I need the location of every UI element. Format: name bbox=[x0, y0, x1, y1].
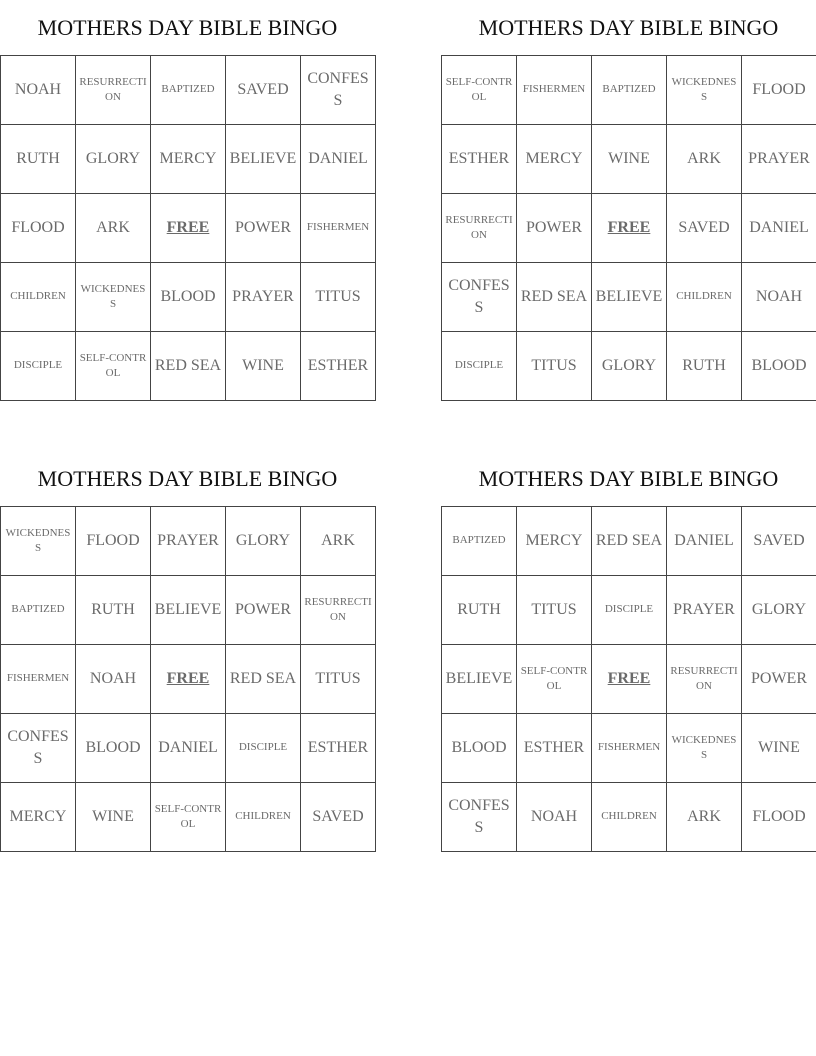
bingo-cell: WINE bbox=[76, 783, 151, 852]
bingo-cell: WICKEDNESS bbox=[76, 263, 151, 332]
bingo-cell: DANIEL bbox=[301, 125, 376, 194]
bingo-cell: DISCIPLE bbox=[442, 332, 517, 401]
bingo-cell: BELIEVE bbox=[442, 645, 517, 714]
bingo-cell: BLOOD bbox=[742, 332, 816, 401]
bingo-cell: CHILDREN bbox=[1, 263, 76, 332]
bingo-cell: TITUS bbox=[517, 332, 592, 401]
bingo-row bbox=[1, 56, 376, 125]
bingo-row bbox=[1, 645, 376, 714]
bingo-cell: ESTHER bbox=[517, 714, 592, 783]
bingo-row bbox=[1, 507, 376, 576]
bingo-cell: ARK bbox=[667, 125, 742, 194]
bingo-cell: TITUS bbox=[301, 645, 376, 714]
bingo-cell: ESTHER bbox=[301, 332, 376, 401]
bingo-cell: RUTH bbox=[1, 125, 76, 194]
bingo-cell: MERCY bbox=[151, 125, 226, 194]
card-title: MOTHERS DAY BIBLE BINGO bbox=[478, 15, 779, 40]
bingo-cell: NOAH bbox=[76, 645, 151, 714]
bingo-cell: FISHERMEN bbox=[517, 56, 592, 125]
bingo-cell: BLOOD bbox=[151, 263, 226, 332]
bingo-cell: POWER bbox=[517, 194, 592, 263]
bingo-cell: ARK bbox=[667, 783, 742, 852]
bingo-cell: WINE bbox=[592, 125, 667, 194]
bingo-cell: DANIEL bbox=[151, 714, 226, 783]
bingo-row bbox=[1, 714, 376, 783]
bingo-cell: SAVED bbox=[742, 507, 816, 576]
bingo-cell: PRAYER bbox=[667, 576, 742, 645]
bingo-cell: POWER bbox=[226, 194, 301, 263]
bingo-cell: FISHERMEN bbox=[1, 645, 76, 714]
bingo-row bbox=[1, 783, 376, 852]
bingo-row bbox=[442, 125, 816, 194]
bingo-cell: FISHERMEN bbox=[592, 714, 667, 783]
bingo-cell: GLORY bbox=[76, 125, 151, 194]
bingo-cell: CONFESS bbox=[1, 714, 76, 783]
bingo-grid bbox=[0, 55, 376, 401]
bingo-card-1 bbox=[0, 0, 375, 401]
bingo-row bbox=[1, 125, 376, 194]
bingo-cell: CHILDREN bbox=[226, 783, 301, 852]
bingo-cell: PRAYER bbox=[226, 263, 301, 332]
bingo-cell: DISCIPLE bbox=[592, 576, 667, 645]
bingo-cell: ESTHER bbox=[442, 125, 517, 194]
bingo-cell: ARK bbox=[301, 507, 376, 576]
bingo-cell: WICKEDNESS bbox=[1, 507, 76, 576]
bingo-cell: CHILDREN bbox=[592, 783, 667, 852]
bingo-cell: POWER bbox=[742, 645, 816, 714]
bingo-row bbox=[442, 332, 816, 401]
bingo-cell: BELIEVE bbox=[226, 125, 301, 194]
bingo-cell: SELF-CONTROL bbox=[517, 645, 592, 714]
bingo-cell: BAPTIZED bbox=[1, 576, 76, 645]
bingo-cell: RED SEA bbox=[517, 263, 592, 332]
bingo-cell: WINE bbox=[742, 714, 816, 783]
bingo-cell: RESURRECTION bbox=[301, 576, 376, 645]
bingo-cell: BELIEVE bbox=[592, 263, 667, 332]
bingo-cell: BAPTIZED bbox=[442, 507, 517, 576]
bingo-cell: WICKEDNESS bbox=[667, 714, 742, 783]
bingo-cell: SAVED bbox=[226, 56, 301, 125]
bingo-cell: TITUS bbox=[517, 576, 592, 645]
bingo-cell: WINE bbox=[226, 332, 301, 401]
bingo-cell: CHILDREN bbox=[667, 263, 742, 332]
free-space: FREE bbox=[151, 194, 226, 263]
free-space: FREE bbox=[592, 645, 667, 714]
bingo-cell: FISHERMEN bbox=[301, 194, 376, 263]
bingo-row bbox=[442, 783, 816, 852]
bingo-cell: BLOOD bbox=[76, 714, 151, 783]
bingo-cell: GLORY bbox=[592, 332, 667, 401]
bingo-cell: CONFESS bbox=[442, 783, 517, 852]
bingo-cell: PRAYER bbox=[151, 507, 226, 576]
bingo-row bbox=[1, 194, 376, 263]
bingo-grid bbox=[0, 506, 376, 852]
bingo-cell: MERCY bbox=[517, 507, 592, 576]
bingo-row bbox=[442, 576, 816, 645]
bingo-row bbox=[442, 56, 816, 125]
bingo-cell: RED SEA bbox=[592, 507, 667, 576]
bingo-row bbox=[442, 263, 816, 332]
bingo-cell: RESURRECTION bbox=[667, 645, 742, 714]
free-space: FREE bbox=[151, 645, 226, 714]
card-title: MOTHERS DAY BIBLE BINGO bbox=[478, 466, 779, 491]
bingo-cell: RUTH bbox=[442, 576, 517, 645]
bingo-cell: SAVED bbox=[667, 194, 742, 263]
bingo-grid bbox=[441, 506, 816, 852]
bingo-cell: DANIEL bbox=[667, 507, 742, 576]
bingo-cell: SAVED bbox=[301, 783, 376, 852]
bingo-cell: BELIEVE bbox=[151, 576, 226, 645]
bingo-row bbox=[1, 332, 376, 401]
bingo-cell: DISCIPLE bbox=[226, 714, 301, 783]
bingo-cell: RESURRECTION bbox=[442, 194, 517, 263]
bingo-cell: CONFESS bbox=[301, 56, 376, 125]
bingo-cell: MERCY bbox=[517, 125, 592, 194]
card-title: MOTHERS DAY BIBLE BINGO bbox=[37, 466, 338, 491]
bingo-cell: FLOOD bbox=[1, 194, 76, 263]
bingo-row bbox=[442, 645, 816, 714]
bingo-cell: GLORY bbox=[742, 576, 816, 645]
bingo-row bbox=[442, 714, 816, 783]
free-space: FREE bbox=[592, 194, 667, 263]
bingo-cell: ARK bbox=[76, 194, 151, 263]
bingo-cell: NOAH bbox=[742, 263, 816, 332]
bingo-row bbox=[1, 263, 376, 332]
bingo-cell: SELF-CONTROL bbox=[76, 332, 151, 401]
bingo-cell: RUTH bbox=[76, 576, 151, 645]
bingo-cell: CONFESS bbox=[442, 263, 517, 332]
bingo-cell: DISCIPLE bbox=[1, 332, 76, 401]
bingo-cell: NOAH bbox=[517, 783, 592, 852]
bingo-row bbox=[442, 507, 816, 576]
bingo-row bbox=[1, 576, 376, 645]
bingo-cell: ESTHER bbox=[301, 714, 376, 783]
bingo-cell: BAPTIZED bbox=[592, 56, 667, 125]
bingo-card-3 bbox=[0, 451, 375, 852]
bingo-card-2 bbox=[441, 0, 816, 401]
bingo-cell: SELF-CONTROL bbox=[151, 783, 226, 852]
bingo-cell: RUTH bbox=[667, 332, 742, 401]
bingo-card-4 bbox=[441, 451, 816, 852]
bingo-row bbox=[442, 194, 816, 263]
bingo-cell: NOAH bbox=[1, 56, 76, 125]
bingo-cell: SELF-CONTROL bbox=[442, 56, 517, 125]
bingo-cell: DANIEL bbox=[742, 194, 816, 263]
bingo-cell: FLOOD bbox=[76, 507, 151, 576]
bingo-cell: POWER bbox=[226, 576, 301, 645]
bingo-cell: BAPTIZED bbox=[151, 56, 226, 125]
bingo-cell: RESURRECTION bbox=[76, 56, 151, 125]
card-title: MOTHERS DAY BIBLE BINGO bbox=[37, 15, 338, 40]
bingo-cell: RED SEA bbox=[151, 332, 226, 401]
bingo-cell: BLOOD bbox=[442, 714, 517, 783]
bingo-cell: MERCY bbox=[1, 783, 76, 852]
bingo-grid bbox=[441, 55, 816, 401]
bingo-cell: PRAYER bbox=[742, 125, 816, 194]
bingo-cell: GLORY bbox=[226, 507, 301, 576]
bingo-cell: WICKEDNESS bbox=[667, 56, 742, 125]
bingo-cell: FLOOD bbox=[742, 56, 816, 125]
bingo-cell: TITUS bbox=[301, 263, 376, 332]
bingo-cell: RED SEA bbox=[226, 645, 301, 714]
bingo-cell: FLOOD bbox=[742, 783, 816, 852]
